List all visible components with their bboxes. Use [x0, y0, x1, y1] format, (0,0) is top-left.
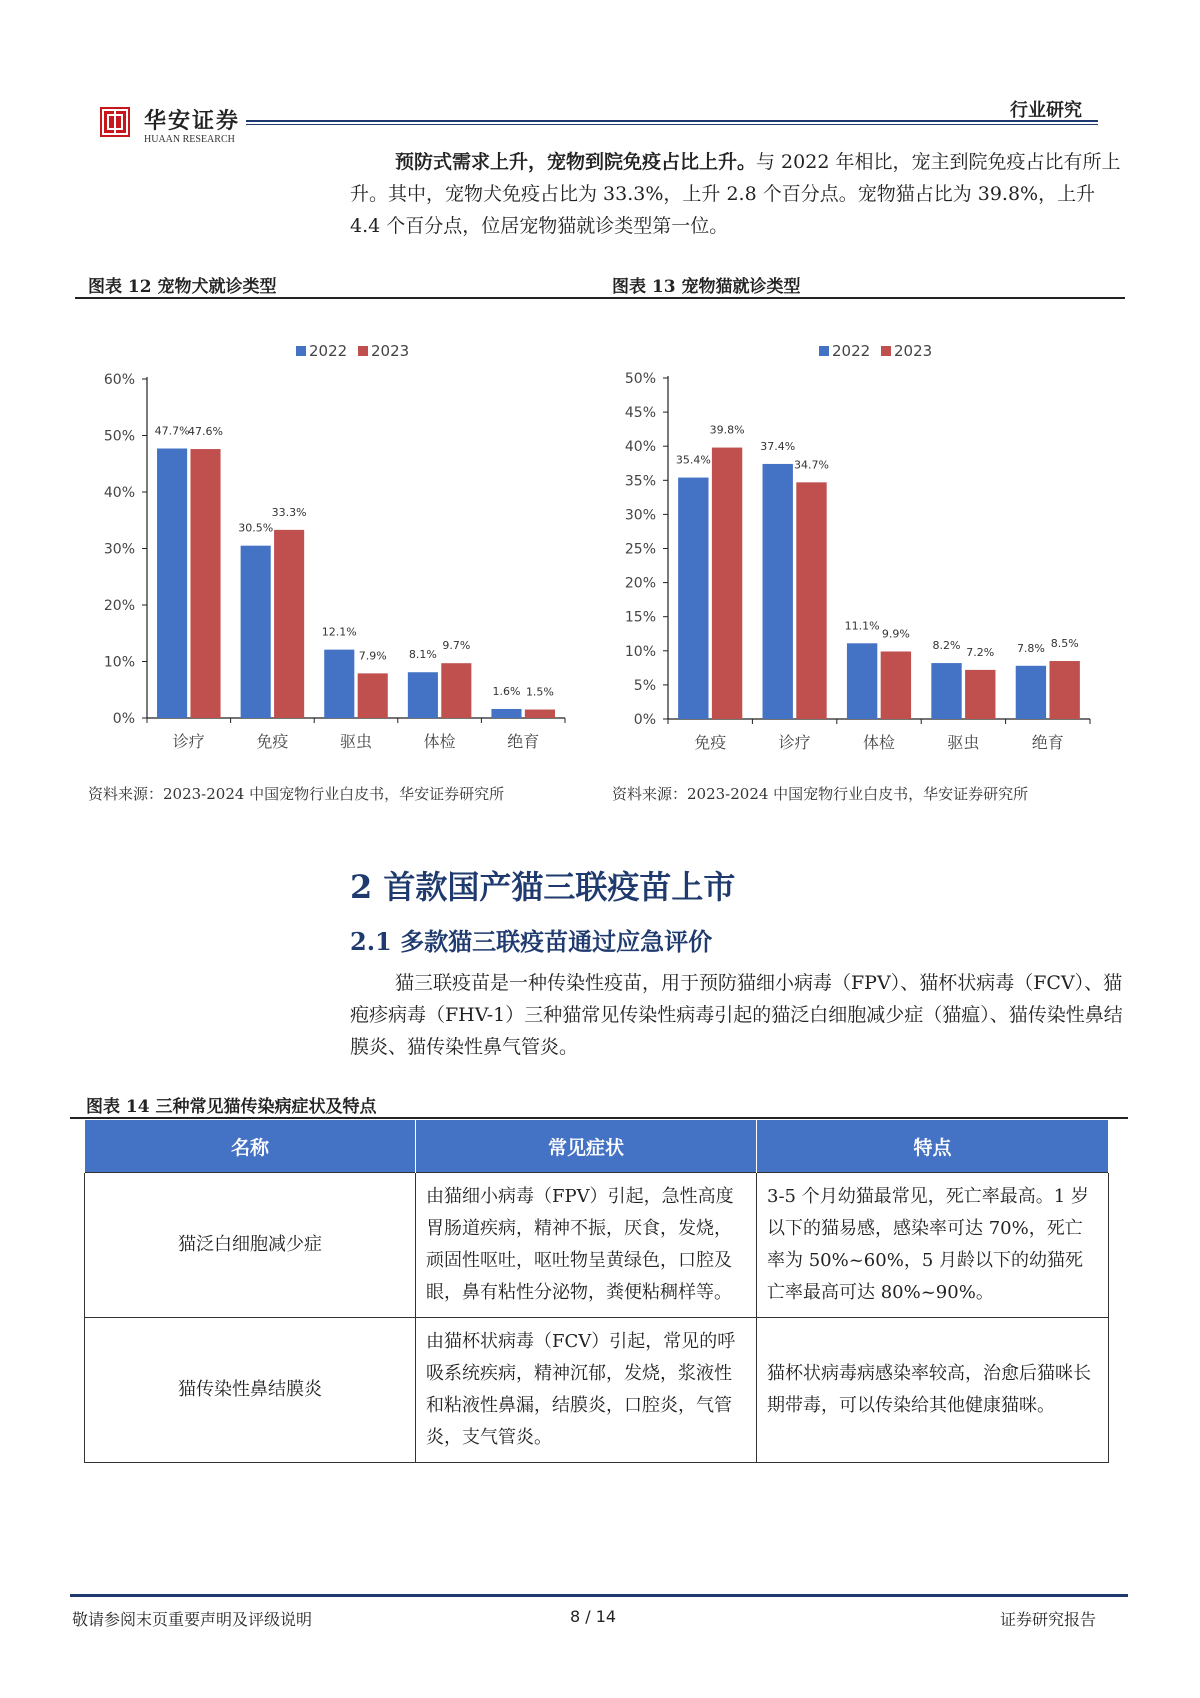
- figure-title-rule: [75, 297, 1125, 299]
- x-tick-label: 免疫: [694, 733, 727, 752]
- disease-name: 猫传染性鼻结膜炎: [85, 1318, 416, 1463]
- bar-2022-体检: [408, 672, 438, 718]
- data-label: 39.8%: [709, 423, 745, 437]
- data-label: 34.7%: [794, 458, 829, 472]
- y-tick-label: 10%: [624, 643, 656, 660]
- y-tick-label: 35%: [624, 473, 656, 490]
- figure-14-rule: [70, 1117, 1128, 1119]
- y-tick-label: 45%: [624, 405, 656, 422]
- chart-dog-visit-types: [75, 310, 595, 760]
- bar-2023-体检: [441, 663, 471, 718]
- legend-swatch-2022: [819, 346, 829, 356]
- header-symptoms: 常见症状: [416, 1120, 757, 1173]
- x-tick-label: 绝育: [507, 732, 540, 751]
- figure-14-title: 图表 14 三种常见猫传染病症状及特点: [86, 1097, 377, 1117]
- brand-name: 华安证券: [144, 108, 241, 134]
- x-tick-label: 诊疗: [172, 732, 205, 751]
- data-label: 8.2%: [932, 639, 961, 653]
- disease-features: 3-5 个月幼猫最常见，死亡率最高。1 岁以下的猫易感，感染率可达 70%，死亡率为 50%~60%，5 月龄以下的幼猫死亡率最高可达 80%~90%。: [757, 1173, 1109, 1318]
- bar-2023-免疫: [712, 448, 742, 719]
- bar-2023-诊疗: [796, 482, 826, 719]
- data-label: 8.1%: [408, 648, 437, 662]
- header-rule-thin: [246, 124, 1098, 125]
- figure-12-source: 资料来源：2023-2024 中国宠物行业白皮书，华安证券研究所: [88, 785, 505, 803]
- figure-13-title: 图表 13 宠物猫就诊类型: [612, 277, 801, 297]
- bar-2022-驱虫: [324, 650, 354, 718]
- y-tick-label: 15%: [624, 609, 656, 626]
- y-tick-label: 20%: [624, 575, 656, 592]
- footer-disclaimer: 敬请参阅末页重要声明及评级说明: [72, 1610, 313, 1629]
- y-tick-label: 20%: [103, 598, 135, 614]
- disease-symptoms: 由猫杯状病毒（FCV）引起，常见的呼吸系统疾病，精神沉郁，发烧，浆液性和粘液性鼻漏，结膜炎，口腔炎，气管炎，支气管炎。: [416, 1318, 757, 1463]
- figure-12-title: 图表 12 宠物犬就诊类型: [88, 277, 277, 297]
- figure-13-source: 资料来源：2023-2024 中国宠物行业白皮书，华安证券研究所: [612, 785, 1029, 803]
- footer-report-type: 证券研究报告: [1000, 1610, 1097, 1629]
- data-label: 9.7%: [442, 639, 471, 653]
- intro-paragraph: [350, 146, 1130, 242]
- legend-label-2022: 2022: [832, 342, 871, 360]
- x-tick-label: 诊疗: [778, 733, 811, 752]
- disease-symptoms: 由猫细小病毒（FPV）引起，急性高度胃肠道疾病，精神不振，厌食，发烧，顽固性呕吐，呕吐物呈黄绿色，口腔及眼，鼻有粘性分泌物，粪便粘稠样等。: [416, 1173, 757, 1318]
- table-header-row: [85, 1120, 1109, 1173]
- bar-2023-免疫: [274, 530, 304, 718]
- data-label: 33.3%: [271, 505, 307, 519]
- legend-swatch-2023: [358, 346, 368, 356]
- y-tick-label: 30%: [103, 541, 135, 558]
- legend-label-2022: 2022: [309, 342, 348, 360]
- brand-logo: [100, 107, 130, 137]
- data-label: 11.1%: [844, 619, 880, 633]
- legend-label-2023: 2023: [894, 342, 933, 360]
- legend-label-2023: 2023: [371, 342, 410, 360]
- brand-name-en: HUAAN RESEARCH: [144, 134, 235, 145]
- y-tick-label: 50%: [624, 371, 656, 387]
- bar-2023-诊疗: [190, 449, 220, 718]
- chart-cat-visit-types: [600, 310, 1125, 760]
- y-tick-label: 0%: [112, 711, 135, 727]
- bar-2023-绝育: [1049, 661, 1079, 719]
- legend-swatch-2022: [296, 346, 306, 356]
- x-tick-label: 绝育: [1031, 733, 1064, 752]
- data-label: 1.5%: [525, 685, 554, 699]
- report-section: 行业研究: [1010, 100, 1082, 121]
- bar-2022-免疫: [241, 546, 271, 718]
- disease-name: 猫泛白细胞减少症: [85, 1173, 416, 1318]
- y-tick-label: 30%: [624, 507, 656, 524]
- bar-2023-驱虫: [965, 670, 995, 719]
- page-number: 8 / 14: [570, 1607, 617, 1626]
- data-label: 7.9%: [358, 649, 387, 663]
- data-label: 35.4%: [675, 453, 711, 467]
- legend-swatch-2023: [881, 346, 891, 356]
- table-row: [85, 1318, 1109, 1463]
- table-row: [85, 1173, 1109, 1318]
- x-tick-label: 驱虫: [947, 733, 980, 752]
- bar-2022-绝育: [1016, 666, 1046, 719]
- bar-2022-诊疗: [157, 448, 187, 718]
- x-tick-label: 驱虫: [339, 732, 373, 751]
- data-label: 9.9%: [881, 627, 910, 641]
- intro-text: 与 2022 年相比，宠主到院免疫占比有所上升。其中，宠物犬免疫占比为 33.3%，上升 2.8 个百分点。宠物猫占比为 39.8%，上升 4.4 个百分点，位居宠物猫就诊类型第一位。: [350, 151, 1121, 237]
- data-label: 47.7%: [154, 424, 190, 438]
- bar-2023-体检: [881, 651, 911, 719]
- section-heading: 2 首款国产猫三联疫苗上市: [350, 868, 736, 906]
- data-label: 30.5%: [238, 521, 274, 535]
- data-label: 7.2%: [966, 645, 995, 659]
- y-tick-label: 40%: [103, 485, 135, 501]
- data-label: 1.6%: [492, 684, 521, 698]
- intro-bold: 预防式需求上升，宠物到院免疫占比上升。: [395, 151, 757, 173]
- bar-2022-驱虫: [931, 663, 961, 719]
- y-tick-label: 40%: [624, 439, 656, 456]
- bar-2022-绝育: [491, 709, 521, 718]
- bar-2023-绝育: [525, 710, 555, 718]
- data-label: 8.5%: [1050, 637, 1079, 651]
- header-features: 特点: [757, 1120, 1109, 1173]
- header-rule: [246, 120, 1098, 122]
- data-label: 47.6%: [188, 425, 223, 439]
- infection-table: [84, 1120, 1109, 1463]
- y-tick-label: 25%: [624, 541, 656, 558]
- bar-2022-诊疗: [763, 464, 793, 719]
- y-tick-label: 10%: [103, 654, 135, 671]
- y-tick-label: 5%: [633, 677, 656, 694]
- disease-features: 猫杯状病毒病感染率较高，治愈后猫咪长期带毒，可以传染给其他健康猫咪。: [757, 1318, 1109, 1463]
- bar-2022-免疫: [678, 478, 708, 719]
- y-tick-label: 60%: [103, 372, 135, 388]
- x-tick-label: 免疫: [256, 732, 289, 751]
- x-tick-label: 体检: [862, 733, 896, 752]
- subsection-heading: 2.1 多款猫三联疫苗通过应急评价: [350, 927, 713, 956]
- x-tick-label: 体检: [423, 732, 456, 751]
- y-tick-label: 50%: [103, 428, 135, 445]
- data-label: 7.8%: [1016, 641, 1045, 655]
- bar-2022-体检: [847, 643, 877, 719]
- data-label: 37.4%: [760, 439, 796, 453]
- header-name: 名称: [85, 1120, 416, 1173]
- section-paragraph: 猫三联疫苗是一种传染性疫苗，用于预防猫细小病毒（FPV）、猫杯状病毒（FCV）、猫疱疹病毒（FHV-1）三种猫常见传染性病毒引起的猫泛白细胞减少症（猫瘟）、猫传染性鼻结膜炎、猫传染性鼻气管炎。: [350, 972, 1123, 1058]
- y-tick-label: 0%: [633, 712, 656, 728]
- footer-rule: [70, 1594, 1128, 1597]
- bar-2023-驱虫: [358, 673, 388, 718]
- data-label: 12.1%: [321, 625, 357, 639]
